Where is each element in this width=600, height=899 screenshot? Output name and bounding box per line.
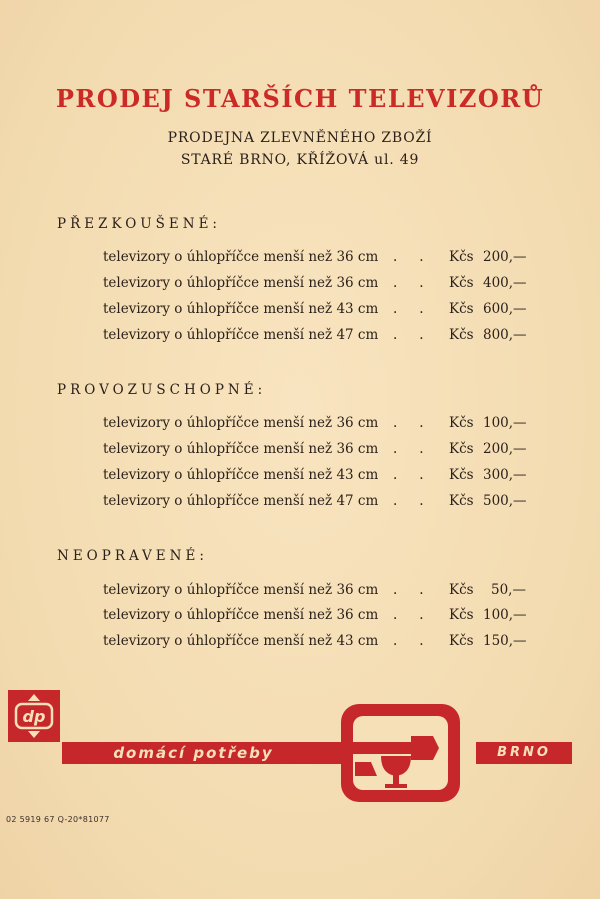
leader-dots: .. — [393, 275, 446, 291]
price-row — [103, 467, 533, 487]
leader-dots: .. — [393, 607, 446, 623]
item-description: televizory o úhlopříčce menší než 43 cm — [103, 633, 379, 649]
dp-logo — [8, 690, 60, 742]
currency-label: Kčs — [449, 607, 474, 623]
item-description: televizory o úhlopříčce menší než 36 cm — [103, 607, 379, 623]
currency-label: Kčs — [449, 249, 474, 265]
leader-dots: .. — [393, 327, 446, 343]
leader-dots: .. — [393, 582, 446, 598]
item-description: televizory o úhlopříčce menší než 43 cm — [103, 467, 379, 483]
price-row — [103, 582, 533, 602]
section-heading-working: PROVOZUSCHOPNÉ: — [57, 382, 267, 398]
currency-label: Kčs — [449, 633, 474, 649]
dp-logo-icon — [8, 690, 60, 742]
price-value: 100,— — [483, 607, 527, 623]
price-value: 100,— — [483, 415, 527, 431]
item-description: televizory o úhlopříčce menší než 47 cm — [103, 327, 379, 343]
item-description: televizory o úhlopříčce menší než 36 cm — [103, 441, 379, 457]
leader-dots: .. — [393, 633, 446, 649]
item-description: televizory o úhlopříčce menší než 36 cm — [103, 249, 379, 265]
currency-label: Kčs — [449, 582, 474, 598]
leader-dots: .. — [393, 249, 446, 265]
currency-label: Kčs — [449, 327, 474, 343]
price-row — [103, 275, 533, 295]
print-code: 02 5919 67 Q-20*81077 — [6, 815, 110, 824]
leader-dots: .. — [393, 493, 446, 509]
currency-label: Kčs — [449, 415, 474, 431]
item-description: televizory o úhlopříčce menší než 43 cm — [103, 301, 379, 317]
price-value: 800,— — [483, 327, 527, 343]
leader-dots: .. — [393, 415, 446, 431]
price-row — [103, 327, 533, 347]
price-row — [103, 633, 533, 653]
leader-dots: .. — [393, 441, 446, 457]
price-row — [103, 415, 533, 435]
shop-address: STARÉ BRNO, KŘÍŽOVÁ ul. 49 — [180, 152, 420, 168]
shop-name: PRODEJNA ZLEVNĚNÉHO ZBOŽÍ — [167, 130, 433, 146]
price-row — [103, 607, 533, 627]
tv-glass-icon — [341, 704, 460, 802]
price-value: 50,— — [491, 582, 526, 598]
price-value: 200,— — [483, 249, 527, 265]
price-row — [103, 493, 533, 513]
section-heading-unrepaired: NEOPRAVENÉ: — [57, 548, 208, 564]
leader-dots: .. — [393, 301, 446, 317]
price-row — [103, 441, 533, 461]
price-value: 300,— — [483, 467, 527, 483]
price-row — [103, 249, 533, 269]
footer-logos — [0, 680, 600, 830]
price-row — [103, 301, 533, 321]
price-value: 200,— — [483, 441, 527, 457]
item-description: televizory o úhlopříčce menší než 36 cm — [103, 275, 379, 291]
currency-label: Kčs — [449, 441, 474, 457]
dp-logo-text: dp — [22, 707, 46, 726]
price-value: 600,— — [483, 301, 527, 317]
currency-label: Kčs — [449, 467, 474, 483]
currency-label: Kčs — [449, 301, 474, 317]
item-description: televizory o úhlopříčce menší než 47 cm — [103, 493, 379, 509]
item-description: televizory o úhlopříčce menší než 36 cm — [103, 582, 379, 598]
section-heading-tested: PŘEZKOUŠENÉ: — [57, 216, 221, 232]
brand-band-left: domácí potřeby — [62, 742, 325, 764]
brand-band-city: BRNO — [476, 742, 572, 764]
currency-label: Kčs — [449, 275, 474, 291]
leader-dots: .. — [393, 467, 446, 483]
currency-label: Kčs — [449, 493, 474, 509]
price-value: 400,— — [483, 275, 527, 291]
price-value: 150,— — [483, 633, 527, 649]
page-title: PRODEJ STARŠÍCH TELEVIZORŮ — [55, 84, 545, 113]
price-value: 500,— — [483, 493, 527, 509]
item-description: televizory o úhlopříčce menší než 36 cm — [103, 415, 379, 431]
brand-band-connector — [325, 742, 341, 764]
